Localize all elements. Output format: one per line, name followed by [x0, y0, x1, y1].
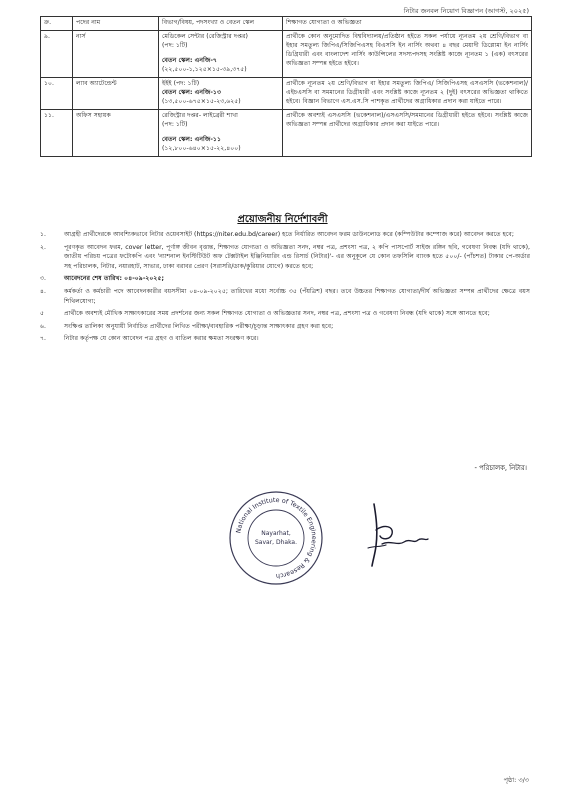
instruction-number: ৩.: [40, 275, 46, 283]
qualification-cell: প্রার্থীকে অবশ্যই এসএসসি (ভকেশনাল)/এসএসসি/সমমানের ডিগ্রীধারী হইতে হইবে। সংশ্লিষ্ট কাজে অভিজ্ঞতা সম্পন্ন প্রার্থীদের অগ্রাধিকার প্রদান করা যাইতে পারে।: [283, 109, 532, 156]
instruction-text: কর্মকর্তা ও কর্মচারী পদে আবেদনকারীর বয়সসীমা ০৪-০৯-২০২৫; তারিখের মধ্যে সর্বোচ্চ ৩৫ (পঁয়ত্রিশ) বছর। তবে উচ্চতর শিক্ষাগত যোগ্যতা/দীর্ঘ অভিজ্ঞতা সম্পন্ন প্রার্থীদের ক্ষেত্রে বয়স শিথিলযোগ্য;: [64, 288, 530, 305]
director-signature: [360, 500, 430, 570]
deadline-text: আবেদনের শেষ তারিখ: ০৪-০৯-২০২৫;: [64, 275, 164, 283]
instruction-number: ২.: [40, 243, 46, 251]
instruction-item: [40, 334, 530, 344]
dept-cell: [159, 77, 283, 109]
qualification-cell: প্রার্থীকে ন্যূনতম ২য় শ্রেণি/বিভাগ বা ইহার সমতুল্য জিপিএ/ সিজিপিএসহ এসএসসি (ভকেশনাল)/এইচএসসি বা সমমানের ডিগ্রীধারী এবং সংশ্লিষ্ট কাজে ন্যূনতম ২ (দুই) বৎসরের অভিজ্ঞতা থাকিতে হইবে। বিজ্ঞান বিভাগে এস.এস.সি পাশকৃত প্রার্থীদের অগ্রাধিকার প্রদান করা যাইতে পারে।: [283, 77, 532, 109]
seal-ring-text: National Institute of Textile Engineering & Research: [234, 495, 319, 581]
serial-cell: ৯.: [41, 30, 73, 77]
instruction-number: ১.: [40, 231, 46, 238]
running-header: নিটার জনবল নিয়োগ বিজ্ঞাপন (আগস্ট, ২০২৫): [403, 7, 529, 15]
instructions-title: [0, 212, 565, 229]
dept-name: মেডিকেল সেন্টার (রেজিস্ট্রার দপ্তর): [162, 32, 248, 40]
post-count: (পদ: ১টি): [162, 120, 188, 128]
pay-scale-range: (১২,৮০০-৬৪০×১৫-২২,৪০০): [162, 144, 241, 152]
instruction-item: [40, 287, 530, 306]
serial-cell: ১১.: [41, 109, 73, 156]
header-dept: বিভাগ/বিষয়, পদসংখ্যা ও বেতন স্কেল: [159, 17, 283, 31]
instruction-number: ৪.: [40, 288, 46, 296]
dept-name: ইইই (পদ: ১টি): [162, 79, 200, 87]
instruction-item: [40, 243, 530, 272]
instruction-text: পূরণকৃত আবেদন ফরম, cover letter, পূর্ণাঙ্গ জীবন বৃত্তান্ত, শিক্ষাগত যোগ্যতা ও অভিজ্ঞতা সনদ, নম্বর পত্র, প্রশংসা পত্র, ২ কপি পাসপোর্ট সাইজ রঙ্গিন ছবি, গবেষণা নিবন্ধ (যদি থাকে), জাতীয় পরিচয় পত্রের ফটোকপি এবং 'ন্যাশনাল ইনস্টিটিউট অফ টেক্সটাইল ইঞ্জিনিয়ারিং এন্ড রিসার্চ (নিটার)'- এর অনুকূলে যে কোন তফসিলি ব্যাংক হতে ৫০০/- (পাঁচশত) টাকার পে-অর্ডার সহ পরিচালক, নিটার, নয়ারহাট, সাভার, ঢাকা বরাবর প্রেরণ (সরাসরি/ডাক/কুরিয়ার যোগে) করতে হবে;: [64, 243, 530, 270]
pay-scale-label: বেতন স্কেল: এনজি-১৩: [162, 88, 221, 96]
seal-center-line2: Savar, Dhaka.: [254, 539, 298, 546]
pay-scale-label: বেতন স্কেল: এনজি-৭: [162, 56, 217, 64]
seal-center-line1: Nayarhat,: [261, 530, 291, 537]
serial-cell: ১০.: [41, 77, 73, 109]
page-number: পৃষ্ঠা: ৩/৩: [503, 776, 529, 784]
table-header-row: [41, 17, 532, 31]
pay-scale-label: বেতন স্কেল: এনজি-১১: [162, 135, 221, 143]
table-row: [41, 109, 532, 156]
qualification-cell: প্রার্থীকে কোন অনুমোদিত বিশ্ববিদ্যালয়/প্রতিষ্ঠান হইতে সকল পর্যায়ে ন্যূনতম ২য় শ্রেণি/বিভাগ বা ইহার সমতুল্য জিপিএ/সিজিপিএসহ বিএসসি ইন নার্সিং অথবা ৪ বছর মেয়াদী ডিপ্লোমা ইন নার্সিং ডিগ্রিধারী এবং বাংলাদেশ নার্সিং কাউন্সিলের সদস্যপদসহ সংশ্লিষ্ট কাজে ন্যূনতম ১ (এক) বৎসরের অভিজ্ঞতা সম্পন্ন হইতে হইবে।: [283, 30, 532, 77]
table-row: [41, 30, 532, 77]
post-count: (পদ: ১টি): [162, 41, 188, 49]
table-row: [41, 77, 532, 109]
instruction-text: নিটার কর্তৃপক্ষ যে কোন আবেদন পত্র গ্রহণ ও বাতিল করার ক্ষমতা সংরক্ষণ করে।: [64, 335, 259, 343]
instructions-title-text: প্রয়োজনীয় নির্দেশাবলী: [237, 214, 328, 225]
posts-table: [40, 16, 532, 157]
instruction-item: [40, 322, 530, 332]
instruction-item: [40, 274, 530, 284]
header-post: পদের নাম: [73, 17, 159, 31]
post-cell: অফিস সহায়ক: [73, 109, 159, 156]
instruction-text: সংক্ষিপ্ত তালিকা অনুযায়ী নির্বাচিত প্রার্থীদের লিখিত পরীক্ষা/ব্যবহারিক পরীক্ষা/চূড়ান্ত সাক্ষাৎকার গ্রহণ করা হবে;: [64, 322, 334, 330]
dept-cell: [159, 109, 283, 156]
instruction-item: [40, 309, 530, 319]
post-cell: নার্স: [73, 30, 159, 77]
dept-name: রেজিস্ট্রার দপ্তর- লাইব্রেরী শাখা: [162, 111, 238, 119]
signoff: - পরিচালক, নিটার।: [474, 464, 527, 472]
dept-cell: [159, 30, 283, 77]
instruction-item: [40, 230, 530, 240]
post-cell: ল্যাব অ্যাটেন্ডেন্ট: [73, 77, 159, 109]
instruction-text: প্রার্থীকে অবশ্যই মৌখিক সাক্ষাৎকারের সময় প্রদর্শনের জন্য সকল শিক্ষাগত যোগ্যতা ও অভিজ্ঞতার সনদ, নম্বর পত্র, প্রশংসা পত্র ও গবেষণা নিবন্ধ (যদি থাকে) সঙ্গে আনতে হবে;: [64, 310, 490, 318]
instruction-number: ৫: [40, 310, 45, 318]
header-qualification: শিক্ষাগত যোগ্যতা ও অভিজ্ঞতা: [283, 17, 532, 31]
pay-scale-range: (২২,৫০০-১,১২৫×১৫-৩৯,৩৭৫): [162, 65, 247, 73]
instruction-text: আগ্রহী প্রার্থীদেরকে আবশ্যিকভাবে নিটার ওয়েবসাইট (https://niter.edu.bd/career) হতে নির্ধারিত আবেদন ফরম ডাউনলোড করে (কম্পিউটার কম্পোজ করে) আবেদন করতে হবে;: [64, 231, 514, 238]
institute-seal: [226, 488, 326, 588]
instruction-number: ৭.: [40, 335, 46, 343]
pay-scale-range: (১৩,৫০০-৬৭৫×১৫-২৩,৬২৫): [162, 97, 241, 105]
instruction-number: ৬.: [40, 322, 46, 330]
header-serial: ক্র.: [41, 17, 73, 31]
instructions-list: [40, 230, 530, 347]
